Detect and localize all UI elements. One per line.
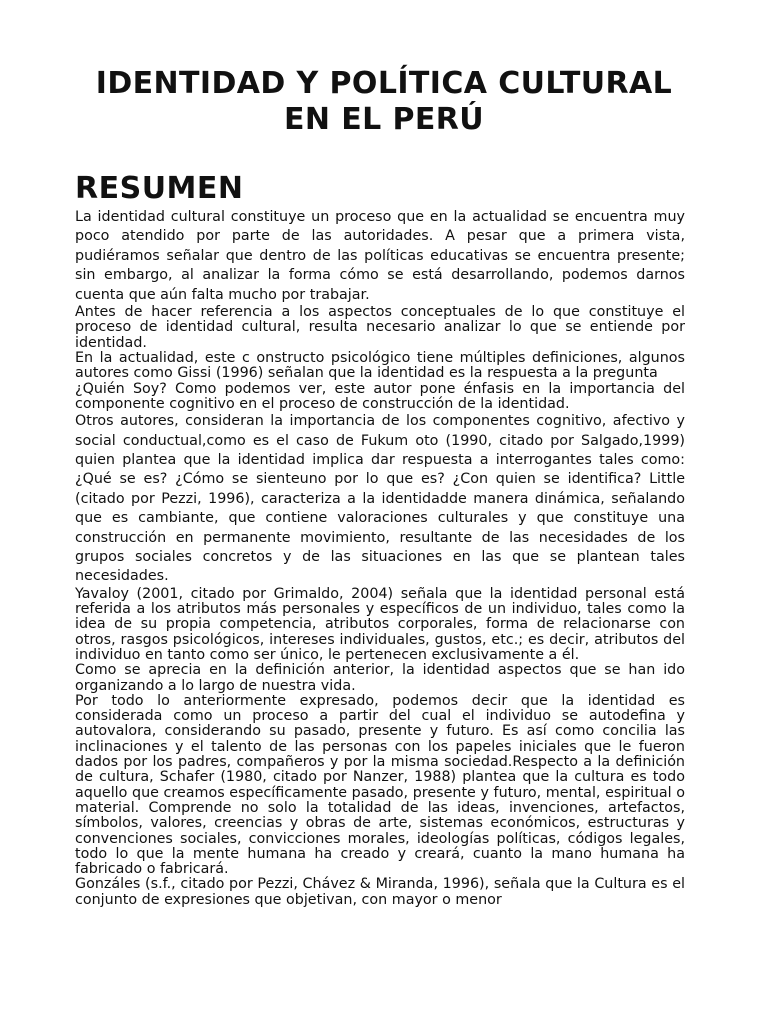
document-title [60,66,708,138]
paragraph: Otros autores, consideran la importancia de los componentes cognitivo, afectivo y social conductual,como es el caso de Fukum oto (1990, citado por Salgado,1999) quien plantea que la identidad implica dar respuesta a interrogantes tales como: ¿Qué se es? ¿Cómo se sienteuno por lo que es? ¿Con quien se identifica? Little (citado por Pezzi, 1996), caracteriza a la identidadde manera dinámica, señalando que es cambiante, que contiene valoraciones culturales y que constituye una construcción en permanente movimiento, resultante de las necesidades de los grupos sociales concretos y de las situaciones en las que se plantean tales necesidades. [75,413,685,585]
paragraph: En la actualidad, este c onstructo psicológico tiene múltiples definiciones, algunos autores como Gissi (1996) señalan que la identidad es la respuesta a la pregunta [75,349,685,382]
title-line-1: IDENTIDAD Y POLÍTICA CULTURAL [95,66,673,101]
section-heading-resumen: RESUMEN [75,171,244,206]
paragraph: Por todo lo anteriormente expresado, podemos decir que la identidad es considerada como un proceso a partir del cual el individuo se autodefina y autovalora, considerando su pasado, presente y futuro. Es así como concilia las inclinaciones y el talento de las personas con los papeles iniciales que le fueron dados por los padres, compañeros y por la misma sociedad.Respecto a la definición de cultura, Schafer (1980, citado por Nanzer, 1988) plantea que la cultura es todo aquello que creamos específicamente pasado, presente y futuro, mental, espiritual o material. Comprende no solo la totalidad de las ideas, invenciones, artefactos, símbolos, valores, creencias y obras de arte, sistemas económicos, estructuras y convenciones sociales, convicciones morales, ideologías políticas, códigos legales, todo lo que la mente humana ha creado y creará, cuanto la mano humana ha fabricado o fabricará. [75,692,685,878]
paragraph: ¿Quién Soy? Como podemos ver, este autor pone énfasis en la importancia del componente cognitivo en el proceso de construcción de la identidad. [75,380,685,412]
paragraph: Como se aprecia en la definición anterior, la identidad aspectos que se han ido organizando a lo largo de nuestra vida. [75,662,685,694]
document-body [75,208,685,908]
paragraph: Gonzáles (s.f., citado por Pezzi, Chávez & Miranda, 1996), señala que la Cultura es el conjunto de expresiones que objetivan, con mayor o menor [75,876,685,908]
title-line-2: EN EL PERÚ [283,102,485,137]
paragraph: Antes de hacer referencia a los aspectos conceptuales de lo que constituye el proceso de identidad cultural, resulta necesario analizar lo que se entiende por identidad. [75,304,685,351]
paragraph: Yavaloy (2001, citado por Grimaldo, 2004) señala que la identidad personal está referida a los atributos más personales y específicos de un individuo, tales como la idea de su propia competencia, atributos corporales, forma de relacionarse con otros, rasgos psicológicos, intereses individuales, gustos, etc.; es decir, atributos del individuo en tanto como ser único, le pertenecen exclusivamente a él. [75,585,685,663]
paragraph: La identidad cultural constituye un proceso que en la actualidad se encuentra muy poco atendido por parte de las autoridades. A pesar que a primera vista, pudiéramos señalar que dentro de las políticas educativas se encuentra presente; sin embargo, al analizar la forma cómo se está desarrollando, podemos darnos cuenta que aún falta mucho por trabajar. [75,209,685,303]
